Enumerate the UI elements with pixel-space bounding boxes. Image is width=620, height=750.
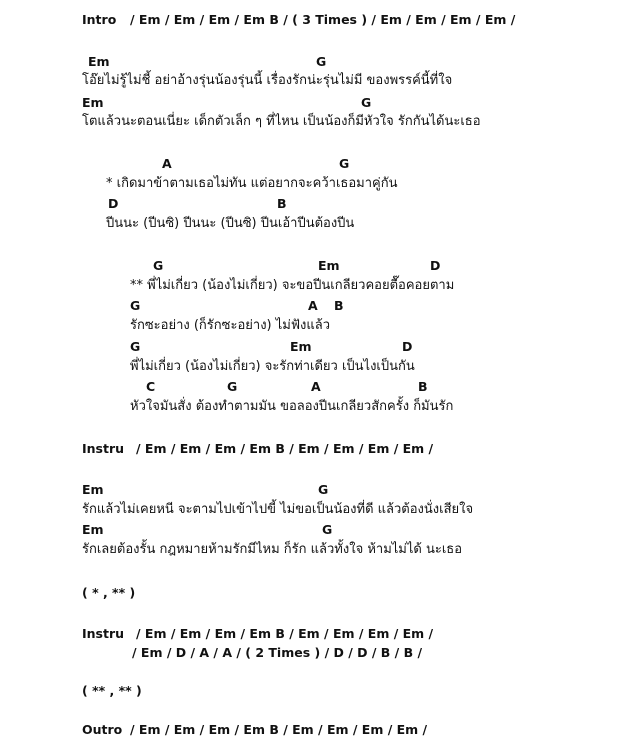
chord: Em [82,522,104,537]
intro-label: Intro [82,12,117,27]
instru-chords: / Em / Em / Em / Em B / Em / Em / Em / Em / [136,441,434,456]
instru-chords-line2: / Em / D / A / A / ( 2 Times ) / D / D / B / B / [132,645,423,660]
chord: G [130,298,141,313]
repeat-marker: ( * , ** ) [82,585,136,600]
lyric-line: รักซะอย่าง (ก็รักซะอย่าง) ไม่ฟังแล้ว [130,318,331,333]
chord: G [130,339,141,354]
chord: D [108,196,119,211]
lyric-line: โอ๊ยไม่รู้ไม่ชี้ อย่าอ้างรุ่นน้องรุ่นนี้ เรื่องรักน่ะรุ่นไม่มี ของพรรค์นี้ที่ใจ [82,73,453,88]
chord: G [339,156,350,171]
chord: D [402,339,413,354]
lyric-line: หัวใจมันสั่ง ต้องทำตามมัน ขอลองปีนเกลียวสักครั้ง ก็มันรัก [130,399,454,414]
repeat-marker: ( ** , ** ) [82,683,142,698]
chord: Em [318,258,340,273]
chord: D [430,258,441,273]
chord: A [311,379,321,394]
chord: B [418,379,428,394]
lyric-line: โตแล้วนะตอนเนี่ยะ เด็กตัวเล็ก ๆ ที่ไหน เป็นน้องก็มีหัวใจ รักกันได้นะเธอ [82,114,481,129]
chord: Em [82,95,104,110]
instru-label: Instru [82,626,125,641]
lyric-line: ** พี่ไม่เกี่ยว (น้องไม่เกี่ยว) จะขอปีนเกลียวคอยตื๊อคอยตาม [130,278,455,293]
outro-chords: / Em / Em / Em / Em B / Em / Em / Em / Em / [130,722,428,737]
chord: Em [290,339,312,354]
chord: A [162,156,172,171]
chord: G [316,54,327,69]
chord: Em [82,482,104,497]
lyric-line: ปีนนะ (ปีนซิ) ปีนนะ (ปีนซิ) ปีนเอ้าปีนต้องปีน [106,216,355,231]
lyric-line: พี่ไม่เกี่ยว (น้องไม่เกี่ยว) จะรักท่าเดียว เป็นไงเป็นกัน [130,359,415,374]
chord: C [146,379,156,394]
instru-label: Instru [82,441,125,456]
chord: G [318,482,329,497]
chord: G [153,258,164,273]
chord: B [334,298,344,313]
instru-chords: / Em / Em / Em / Em B / Em / Em / Em / Em / [136,626,434,641]
chord: G [361,95,372,110]
intro-chords: / Em / Em / Em / Em B / ( 3 Times ) / Em / Em / Em / Em / [130,12,516,27]
chord: B [277,196,287,211]
chord: Em [88,54,110,69]
chord: G [227,379,238,394]
lyric-line: รักแล้วไม่เคยหนี จะตามไปเข้าไปขี้ ไม่ขอเป็นน้องที่ดี แล้วต้องนั่งเสียใจ [82,502,474,517]
chord: A [308,298,318,313]
chord: G [322,522,333,537]
outro-label: Outro [82,722,123,737]
lyric-line: * เกิดมาข้าตามเธอไม่ทัน แต่อยากจะคว้าเธอมาคู่กัน [106,176,398,191]
lyric-line: รักเลยต้องรั้น กฎหมายห้ามรักมีไหม ก็รัก แล้วทั้งใจ ห้ามไม่ได้ นะเธอ [82,542,463,557]
